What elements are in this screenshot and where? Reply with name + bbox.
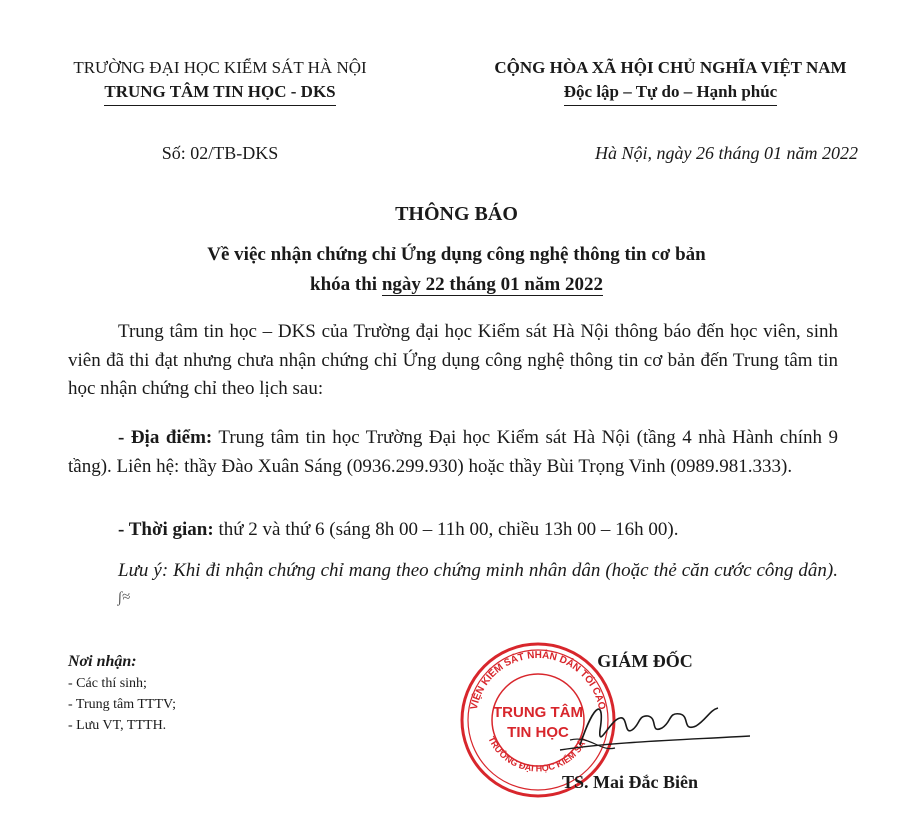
subtitle-line-1: Về việc nhận chứng chỉ Ứng dụng công nghệ thông tin cơ bản xyxy=(207,244,706,265)
time-paragraph xyxy=(68,516,838,545)
signer-name: TS. Mai Đắc Biên xyxy=(561,772,698,792)
svg-text:TRƯỜNG ĐẠI HỌC KIỂM SÁT: TRƯỜNG ĐẠI HỌC KIỂM SÁT xyxy=(486,734,590,774)
note-text: Lưu ý: Khi đi nhận chứng chỉ mang theo chứng minh nhân dân (hoặc thẻ căn cước công dân). xyxy=(118,560,838,581)
republic-name: CỘNG HÒA XÃ HỘI CHỦ NGHĨA VIỆT NAM xyxy=(494,58,847,77)
recipients-block xyxy=(68,651,176,736)
location-label: - Địa điểm: xyxy=(118,427,213,448)
national-motto: Độc lập – Tự do – Hạnh phúc xyxy=(564,80,777,106)
location-paragraph xyxy=(68,424,838,481)
document-number: Số: 02/TB-DKS xyxy=(161,143,279,163)
recipient-item: - Trung tâm TTTV; xyxy=(68,697,176,712)
signer-position: GIÁM ĐỐC xyxy=(597,651,693,671)
recipient-item: - Lưu VT, TTTH. xyxy=(68,718,167,733)
svg-text:TIN HỌC: TIN HỌC xyxy=(507,724,569,741)
time-text: thứ 2 và thứ 6 (sáng 8h 00 – 11h 00, chiều 13h 00 – 16h 00). xyxy=(213,519,679,540)
header-right xyxy=(448,56,893,106)
recipients-title: Nơi nhận: xyxy=(68,653,137,670)
recipient-item: - Các thí sinh; xyxy=(68,676,147,691)
header-left xyxy=(40,56,400,106)
svg-text:VIỆN KIỂM SÁT NHÂN DÂN TỐI CAO: VIỆN KIỂM SÁT NHÂN DÂN TỐI CAO xyxy=(468,649,608,711)
place-date: Hà Nội, ngày 26 tháng 01 năm 2022 xyxy=(595,143,858,163)
center-name: TRUNG TÂM TIN HỌC - DKS xyxy=(104,80,335,106)
school-name: TRƯỜNG ĐẠI HỌC KIỂM SÁT HÀ NỘI xyxy=(73,58,367,77)
document-title: THÔNG BÁO xyxy=(395,203,518,225)
svg-text:TRUNG TÂM: TRUNG TÂM xyxy=(493,704,583,721)
initial-signature-icon: ʃ≈ xyxy=(116,588,132,606)
document-subtitle xyxy=(0,240,913,300)
note-paragraph xyxy=(68,557,838,615)
time-label: - Thời gian: xyxy=(118,519,214,540)
subtitle-line-2: khóa thi ngày 22 tháng 01 năm 2022 xyxy=(310,274,603,295)
intro-paragraph: Trung tâm tin học – DKS của Trường đại học Kiểm sát Hà Nội thông báo đến học viên, sinh viên đã thi đạt nhưng chưa nhận chứng chỉ Ứng dụng công nghệ thông tin cơ bản đến Trung tâm tin học nhận chứng chỉ theo lịch sau: xyxy=(68,321,838,399)
location-text: Trung tâm tin học Trường Đại học Kiểm sát Hà Nội (tầng 4 nhà Hành chính 9 tầng). Liên hệ: thầy Đào Xuân Sáng (0936.299.930) hoặc thầy Bùi Trọng Vinh (0989.981.333). xyxy=(68,427,838,477)
handwritten-signature-icon xyxy=(540,690,760,770)
